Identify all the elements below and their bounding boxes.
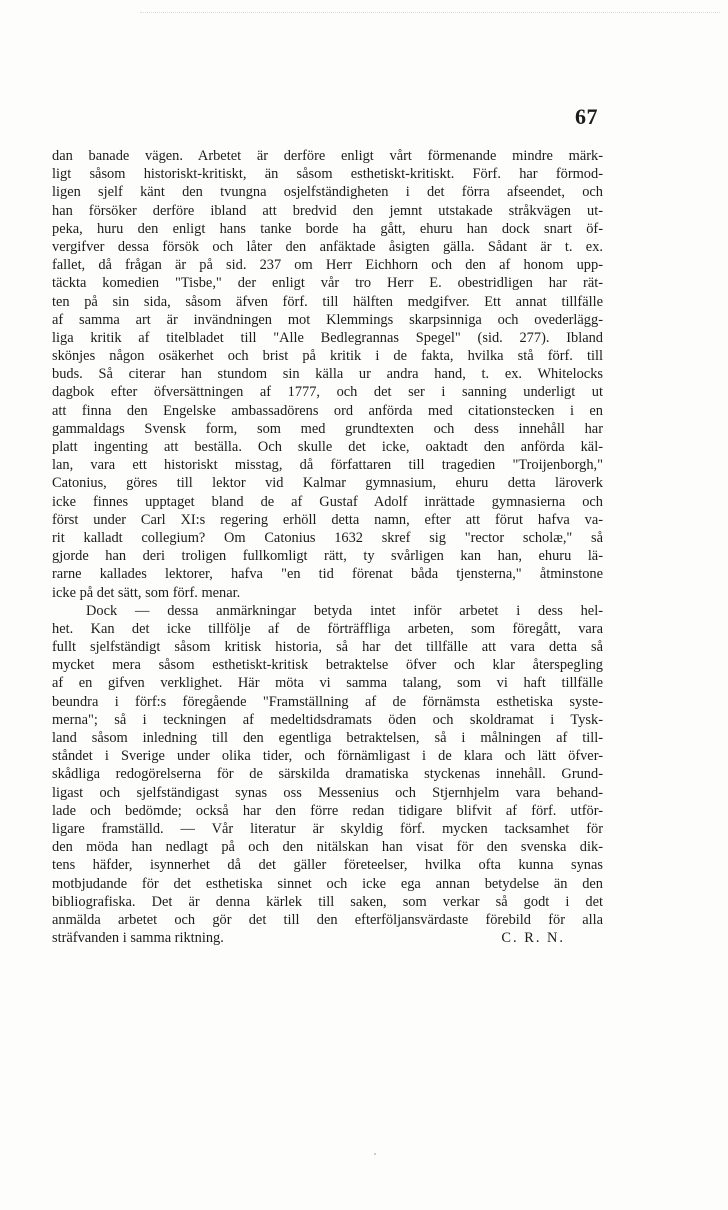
text-line: land såsom inledning till den egentliga betraktelsen, så i målningen af till- [52,730,603,746]
text-line: gjorde han deri troligen fullkomligt rätt, ty svårligen kan han, ehuru lä- [52,548,603,565]
text-line: vergifver dessa försök och låter den anfäktade åsigten gälla. Sådant är t. ex. [52,238,603,255]
text-line: han försöker derföre ibland att bredvid den jemnt utstakade stråkvägen ut- [52,202,603,219]
text-line: skönjes någon osäkerhet och brist på kritik i de fakta, hvilka stå förf. till [52,348,603,365]
scan-speck [374,1153,376,1155]
text-line: bibliografiska. Det är denna kärlek till saken, som verkar så godt i det [52,893,603,910]
text-line: den möda han nedlagt på och den nitälskan han visat för den svenska dik- [52,839,603,856]
text-line: ligt såsom historiskt-kritiskt, än såsom esthetiskt-kritiskt. Förf. har förmod- [52,166,603,183]
text-line: mycket mera såsom esthetiskt-kritisk betraktelse öfver och klar återspegling [52,657,603,674]
text-line: peka, huru den enligt hans tanke borde ha gått, ehuru han dock snart öf- [52,220,603,237]
text-line: dagbok efter öfversättningen af 1777, och det ser i sanning underligt ut [52,384,603,401]
text-line: tens häfder, isynnerhet då det gäller företeelser, hvilka ofta kunna synas [52,857,603,874]
text-line: platt ingenting att beställa. Och skulle det icke, oaktadt den anförda käl- [52,439,603,455]
text-line: Dock — dessa anmärkningar betyda intet inför arbetet i dess hel- [86,602,603,619]
text-line: liga kritik af titelbladet till "Alle Bedlegrannas Spegel" (sid. 277). Ibland [52,329,603,346]
body-text [52,147,603,947]
final-text: sträfvanden i samma riktning. [52,930,224,947]
text-line: motbjudande för det esthetiska sinnet och icke ega annan betydelse än den [52,875,603,892]
text-line: att finna den Engelske ambassadörens ord anförda med citationstecken i en [52,402,603,419]
text-line: af en gifven verklighet. Här möta vi samma talang, som vi haft tillfälle [52,675,603,692]
text-line: Catonius, göres till lektor vid Kalmar gymnasium, ehuru detta läroverk [52,475,603,492]
text-line: rarne kallades lektorer, hafva "en tid förenat båda tjensterna," åtminstone [52,566,603,583]
text-line: icke finnes upptaget bland de af Gustaf Adolf inrättade gymnasierna och [52,493,603,510]
text-line: ligare framställd. — Vår literatur är skyldig förf. mycken tacksamhet för [52,820,603,837]
closing-line [52,929,603,947]
text-line: rit kalladt collegium? Om Catonius 1632 skref sig "rector scholæ," så [52,529,603,546]
text-line: lan, vara ett historiskt misstag, då författaren till tragedien "Troijenborgh," [52,457,603,474]
text-line: gammaldags Svensk form, som med grundtexten och dess innehåll har [52,420,603,437]
page-number: 67 [575,104,598,129]
text-line: ten på sin sida, såsom äfven förf. till hälften medgifver. Ett annat tillfälle [52,293,603,310]
text-line: ligast och sjelfständigast synas oss Messenius och Stjernhjelm vara behand- [52,784,603,801]
text-line: först under Carl XI:s regering erhöll detta namn, efter att förut hafva va- [52,511,603,528]
text-line: lade och bedömde; också har den förre redan tidigare blifvit af förf. utför- [52,802,603,819]
author-signature: C. R. N. [501,930,565,947]
scan-artifact [140,12,720,21]
text-line: beundra i förf:s föregående "Framställning af de förnämsta esthetiska syste- [52,693,603,710]
paragraph-1 [52,147,603,602]
text-line: merna"; så i teckningen af medeltidsdramats öden och skoldramat i Tysk- [52,711,603,728]
text-line: täckta komedien "Tisbe," der enligt vår tro Herr E. obestridligen har rät- [52,275,603,292]
text-line: anmälda arbetet och gör det till den efterföljansvärdaste förebild för alla [52,911,603,928]
text-line: buds. Så citerar han stundom sin källa ur andra hand, t. ex. Whitelocks [52,366,603,383]
text-line: ståndet i Sverige under olika tider, och förnämligast i de klara och lätt öfver- [52,748,603,765]
paragraph-2 [52,602,603,948]
text-line: af samma art är invändningen mot Klemmings skarpsinniga och ovederlägg- [52,311,603,328]
text-line: skådliga redogörelserna för de särskilda dramatiska styckenas innehåll. Grund- [52,766,603,783]
text-line: dan banade vägen. Arbetet är derföre enligt vårt förmenande mindre märk- [52,148,603,164]
text-line: fullt sjelfständigt såsom kritisk historia, så har det tillfälle att vara detta så [52,639,603,656]
text-line: icke på det sätt, som förf. menar. [52,584,241,601]
text-line: ligen sjelf känt den tvungna osjelfständigheten i det förra afseendet, och [52,184,603,201]
text-line: fallet, då frågan är på sid. 237 om Herr Eichhorn och den af honom upp- [52,257,603,274]
text-line: het. Kan det icke tillfölje af de förträffliga arbeten, som föregått, vara [52,620,603,637]
